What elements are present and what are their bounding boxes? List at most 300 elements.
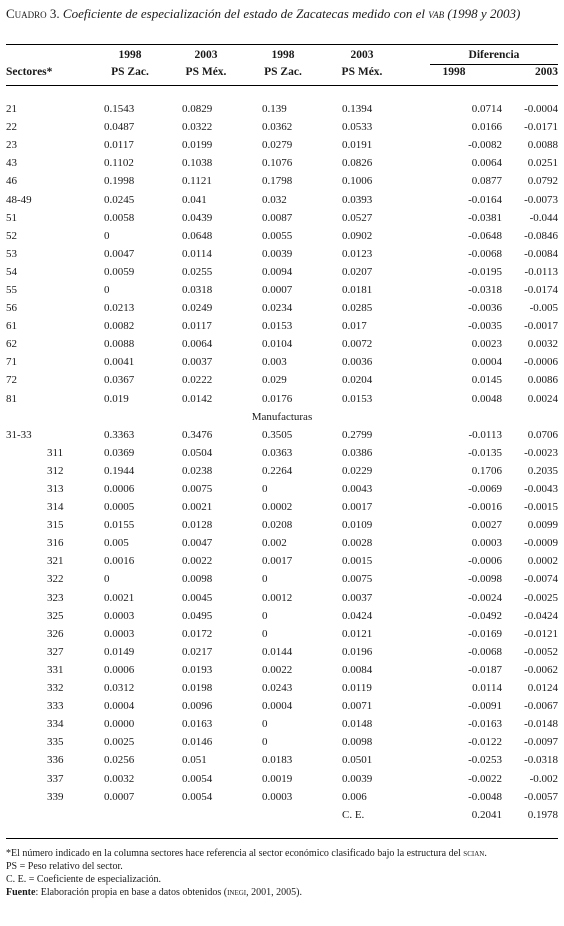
value-cell: 0.139 [262,103,287,116]
sector-cell: 22 [6,121,17,134]
value-cell: 0.2799 [342,428,373,441]
value-cell: 0.0123 [342,247,373,260]
value-cell: 0.0191 [342,139,373,152]
value-cell: 0.0243 [262,682,293,695]
sector-cell: 61 [6,320,17,333]
sector-cell: 311 [47,446,64,459]
value-cell: -0.0023 [524,446,558,459]
value-cell: 0.0706 [527,428,558,441]
value-cell: 0.0045 [182,591,213,604]
value-cell: 0.0193 [182,663,213,676]
value-cell: -0.0067 [524,700,558,713]
value-cell: 0.0047 [182,537,213,550]
table-row [6,190,558,208]
sector-cell: 322 [47,573,64,586]
sector-cell: 315 [47,519,64,532]
value-cell: 0.0117 [182,320,212,333]
sector-cell: 48-49 [6,193,32,206]
value-cell: 0.0114 [472,682,502,695]
empty-cell [182,806,262,824]
value-cell: -0.0174 [524,283,558,296]
value-cell: 0.2035 [527,464,558,477]
value-cell: 0.0222 [182,374,213,387]
value-cell: 0.0037 [182,356,213,369]
value-cell: 0.0826 [342,157,373,170]
header-ps-mex-1: PS Méx. [185,66,227,78]
table-row [6,281,558,299]
value-cell: -0.0187 [468,663,502,676]
table-row [6,589,558,607]
table-row [6,552,558,570]
caption-years: (1998 y 2003) [444,6,521,21]
value-cell: 0.0487 [104,121,135,134]
value-cell: 0.0072 [342,338,373,351]
table-row [6,353,558,371]
value-cell: 0.0144 [262,645,293,658]
ce-row [6,806,558,824]
header-ps-zac-2: PS Zac. [264,66,302,78]
value-cell: 0.0086 [527,374,558,387]
table-row [6,480,558,498]
sector-cell: 326 [47,627,64,640]
value-cell: -0.0052 [524,645,558,658]
value-cell: 0.0084 [342,663,373,676]
value-cell: 0.032 [262,193,287,206]
value-cell: -0.0009 [524,537,558,550]
value-cell: -0.0082 [468,139,502,152]
sector-cell: 335 [47,736,64,749]
value-cell: -0.0062 [524,663,558,676]
value-cell: 0.0041 [104,356,135,369]
value-cell: 0 [262,736,268,749]
ce-label: C. E. [342,808,365,821]
value-cell: 0.0003 [471,537,502,550]
value-cell: -0.005 [529,302,558,315]
table-row [6,136,558,154]
sector-cell: 21 [6,103,17,116]
value-cell: 0.051 [182,754,207,767]
table-row [6,516,558,534]
value-cell: 0.0087 [262,211,293,224]
sector-cell: 316 [47,537,64,550]
value-cell: -0.0035 [468,320,502,333]
value-cell: 0.0032 [527,338,558,351]
header-year-2: 2003 [194,49,218,61]
sector-cell: 323 [47,591,64,604]
value-cell: 0.0199 [182,139,213,152]
value-cell: 0.0166 [471,121,502,134]
value-cell: 0.0172 [182,627,213,640]
value-cell: 0.0249 [182,302,213,315]
value-cell: 0.0055 [262,229,293,242]
value-cell: 0.0004 [262,700,293,713]
value-cell: -0.0036 [468,302,502,315]
value-cell: 0.0217 [182,645,213,658]
value-cell: 0.0043 [342,483,373,496]
value-cell: -0.0017 [524,320,558,333]
manufacturas-label: Manufacturas [251,410,313,423]
value-cell: 0.0099 [527,519,558,532]
table-row [6,227,558,245]
value-cell: 0.0024 [527,392,558,405]
sector-cell: 331 [47,663,64,676]
value-cell: 0.0648 [182,229,213,242]
sector-cell: 62 [6,338,17,351]
value-cell: -0.0122 [468,736,502,749]
value-cell: 0.0153 [342,392,373,405]
value-cell: 0.1006 [342,175,373,188]
value-cell: 0.0533 [342,121,373,134]
sector-cell: 71 [6,356,17,369]
value-cell: -0.0084 [524,247,558,260]
value-cell: 0.0028 [342,537,373,550]
sector-cell: 332 [47,682,64,695]
sector-cell: 333 [47,700,64,713]
note-sectores [6,847,558,860]
table-row [6,335,558,353]
sector-cell: 53 [6,247,17,260]
value-cell: 0.0181 [342,283,373,296]
value-cell: 0.0000 [104,718,135,731]
sector-cell: 54 [6,265,17,278]
value-cell: 0.0054 [182,790,213,803]
sector-cell: 43 [6,157,17,170]
value-cell: 0.0877 [471,175,502,188]
table-row [6,317,558,335]
note-scian: scian [463,848,485,859]
value-cell: 0.0527 [342,211,373,224]
value-cell: 0.0098 [342,736,373,749]
value-cell: 0.0439 [182,211,213,224]
value-cell: 0 [262,483,268,496]
value-cell: 0.0128 [182,519,213,532]
value-cell: -0.0016 [468,501,502,514]
table-row [6,299,558,317]
value-cell: 0.0119 [342,682,372,695]
value-cell: 0.0004 [104,700,135,713]
caption-title: Coeficiente de especialización del estado de Zacatecas medido con el [62,6,429,21]
value-cell: 0.0155 [104,519,135,532]
value-cell: 0.0318 [182,283,213,296]
value-cell: 0.1944 [104,464,135,477]
value-cell: -0.0318 [524,754,558,767]
sector-cell: 23 [6,139,17,152]
empty-cell [262,806,342,824]
value-cell: 0.0369 [104,446,135,459]
value-cell: 0.1394 [342,103,373,116]
value-cell: 0.0792 [527,175,558,188]
sector-cell: 321 [47,555,64,568]
value-cell: 0.3505 [262,428,293,441]
value-cell: 0.0312 [104,682,135,695]
value-cell: -0.0164 [468,193,502,206]
value-cell: 0.3363 [104,428,135,441]
value-cell: -0.0004 [524,103,558,116]
header-ps-zac-1: PS Zac. [111,66,149,78]
sector-cell: 51 [6,211,17,224]
value-cell: 0.0002 [527,555,558,568]
table-row [6,426,558,444]
value-cell: 0.0064 [471,157,502,170]
value-cell: 0.0021 [104,591,135,604]
value-cell: -0.0171 [524,121,558,134]
value-cell: 0.0204 [342,374,373,387]
value-cell: 0.0114 [182,247,212,260]
value-cell: 0.0017 [262,555,293,568]
value-cell: 0.041 [182,193,207,206]
value-cell: -0.0195 [468,265,502,278]
table-row [6,570,558,588]
value-cell: -0.0006 [524,356,558,369]
value-cell: 0.0245 [104,193,135,206]
value-cell: 0.0022 [182,555,213,568]
header-rule [6,85,558,86]
value-cell: 0.0504 [182,446,213,459]
diferencia-rule [430,64,558,65]
table-row [6,462,558,480]
value-cell: 0.0036 [342,356,373,369]
value-cell: 0 [262,609,268,622]
value-cell: 0.0032 [104,772,135,785]
bottom-rule [6,838,558,839]
note-fuente-label: Fuente [6,887,36,898]
value-cell: 0.0064 [182,338,213,351]
value-cell: 0.0285 [342,302,373,315]
value-cell: 0.0096 [182,700,213,713]
sector-cell: 325 [47,609,64,622]
value-cell: 0 [104,229,110,242]
caption-vab: vab [428,6,445,21]
value-cell: 0.0176 [262,392,293,405]
value-cell: 0.0234 [262,302,293,315]
value-cell: 0.0088 [527,139,558,152]
value-cell: 0.002 [262,537,287,550]
value-cell: 0.0183 [262,754,293,767]
value-cell: 0.0082 [104,320,135,333]
table-row [6,607,558,625]
header-year-4: 2003 [350,49,374,61]
value-cell: 0.0023 [471,338,502,351]
value-cell: 0.0003 [104,627,135,640]
value-cell: 0.0322 [182,121,213,134]
header-ps-mex-2: PS Méx. [341,66,383,78]
value-cell: -0.0648 [468,229,502,242]
value-cell: 0.0021 [182,501,213,514]
value-cell: 0.0025 [104,736,135,749]
value-cell: 0.1102 [104,157,134,170]
value-cell: 0.0075 [342,573,373,586]
value-cell: -0.0068 [468,645,502,658]
sector-cell: 313 [47,483,64,496]
top-rule [6,44,558,45]
value-cell: -0.0846 [524,229,558,242]
value-cell: -0.0073 [524,193,558,206]
value-cell: -0.0098 [468,573,502,586]
value-cell: 0.0002 [262,501,293,514]
sector-cell: 56 [6,302,17,315]
caption-label: Cuadro 3. [6,6,60,21]
sector-cell: 31-33 [6,428,32,441]
sector-cell: 327 [47,645,64,658]
table-row [6,263,558,281]
value-cell: -0.0148 [524,718,558,731]
sector-cell: 52 [6,229,17,242]
value-cell: 0.0501 [342,754,373,767]
value-cell: 0.0902 [342,229,373,242]
value-cell: 0.0153 [262,320,293,333]
header-diferencia: Diferencia [468,49,520,61]
header-dif-1998: 1998 [442,66,466,78]
value-cell: -0.0057 [524,790,558,803]
table-row [6,643,558,661]
value-cell: 0.3476 [182,428,213,441]
value-cell: 0.0238 [182,464,213,477]
ce-value-2003: 0.1978 [527,808,558,821]
value-cell: 0.2264 [262,464,293,477]
table-row [6,172,558,190]
table-row [6,534,558,552]
value-cell: -0.0074 [524,573,558,586]
value-cell: 0.006 [342,790,367,803]
sector-cell: 81 [6,392,17,405]
value-cell: -0.0492 [468,609,502,622]
value-cell: 0.0367 [104,374,135,387]
table-row [6,209,558,227]
table-row [6,788,558,806]
value-cell: 0.0362 [262,121,293,134]
value-cell: 0.0495 [182,609,213,622]
table-row [6,697,558,715]
value-cell: 0.0039 [342,772,373,785]
table-row [6,245,558,263]
value-cell: 0.0256 [104,754,135,767]
sector-cell: 72 [6,374,17,387]
value-cell: -0.0381 [468,211,502,224]
value-cell: -0.0135 [468,446,502,459]
value-cell: 0.1121 [182,175,212,188]
value-cell: 0.0104 [262,338,293,351]
sector-cell: 334 [47,718,64,731]
sector-cell: 336 [47,754,64,767]
value-cell: 0.1706 [471,464,502,477]
value-cell: 0.0255 [182,265,213,278]
value-cell: 0.1543 [104,103,135,116]
header-sectores: Sectores* [6,66,53,78]
note-fuente-text: : Elaboración propia en base a datos obtenidos ( [35,887,228,898]
note-fuente [6,886,558,899]
value-cell: 0.0146 [182,736,213,749]
table-row [6,751,558,769]
value-cell: 0.0005 [104,501,135,514]
header-year-3: 1998 [271,49,295,61]
value-cell: -0.0024 [468,591,502,604]
value-cell: -0.0318 [468,283,502,296]
value-cell: -0.0048 [468,790,502,803]
value-cell: 0.017 [342,320,367,333]
value-cell: 0.0121 [342,627,373,640]
value-cell: 0.0208 [262,519,293,532]
coefficient-table [6,100,558,824]
value-cell: 0.0279 [262,139,293,152]
value-cell: 0.0213 [104,302,135,315]
sector-cell: 46 [6,175,17,188]
value-cell: 0.0058 [104,211,135,224]
table-caption [6,6,558,22]
value-cell: 0.0015 [342,555,373,568]
value-cell: 0.0363 [262,446,293,459]
table-row [6,390,558,408]
value-cell: 0.0007 [262,283,293,296]
value-cell: 0 [104,283,110,296]
value-cell: 0 [262,573,268,586]
table-notes [6,847,558,899]
value-cell: 0.0006 [104,663,135,676]
value-cell: -0.0015 [524,501,558,514]
section-row [6,408,558,426]
value-cell: 0.0006 [104,483,135,496]
table-row [6,371,558,389]
value-cell: -0.002 [529,772,558,785]
table-row [6,679,558,697]
value-cell: 0.0145 [471,374,502,387]
value-cell: 0.0149 [104,645,135,658]
value-cell: -0.0069 [468,483,502,496]
note-inegi: inegi [227,887,247,898]
table-row [6,154,558,172]
value-cell: 0.0124 [527,682,558,695]
value-cell: 0.0198 [182,682,213,695]
value-cell: 0.029 [262,374,287,387]
header-year-1: 1998 [118,49,142,61]
value-cell: 0.0098 [182,573,213,586]
value-cell: 0.0003 [104,609,135,622]
value-cell: 0.0148 [342,718,373,731]
value-cell: 0.0163 [182,718,213,731]
value-cell: -0.0113 [468,428,502,441]
sector-cell: 314 [47,501,64,514]
value-cell: -0.0121 [524,627,558,640]
value-cell: 0.0094 [262,265,293,278]
value-cell: 0.0048 [471,392,502,405]
value-cell: 0.0393 [342,193,373,206]
value-cell: 0.0047 [104,247,135,260]
value-cell: 0.003 [262,356,287,369]
value-cell: 0.0003 [262,790,293,803]
note-fuente-end: , 2001, 2005). [246,887,302,898]
value-cell: 0.1038 [182,157,213,170]
value-cell: 0.1076 [262,157,293,170]
value-cell: -0.0163 [468,718,502,731]
value-cell: 0.0424 [342,609,373,622]
value-cell: -0.0091 [468,700,502,713]
value-cell: 0.0039 [262,247,293,260]
note-ps: PS = Peso relativo del sector. [6,861,123,872]
value-cell: -0.0253 [468,754,502,767]
value-cell: 0.0251 [527,157,558,170]
value-cell: -0.044 [529,211,558,224]
value-cell: 0.0714 [471,103,502,116]
value-cell: 0 [104,573,110,586]
table-row [6,661,558,679]
value-cell: 0.0012 [262,591,293,604]
empty-cell [104,806,182,824]
value-cell: 0.0016 [104,555,135,568]
value-cell: -0.0113 [524,265,558,278]
value-cell: 0.0059 [104,265,135,278]
sector-cell: 339 [47,790,64,803]
value-cell: 0.019 [104,392,129,405]
table-row [6,498,558,516]
